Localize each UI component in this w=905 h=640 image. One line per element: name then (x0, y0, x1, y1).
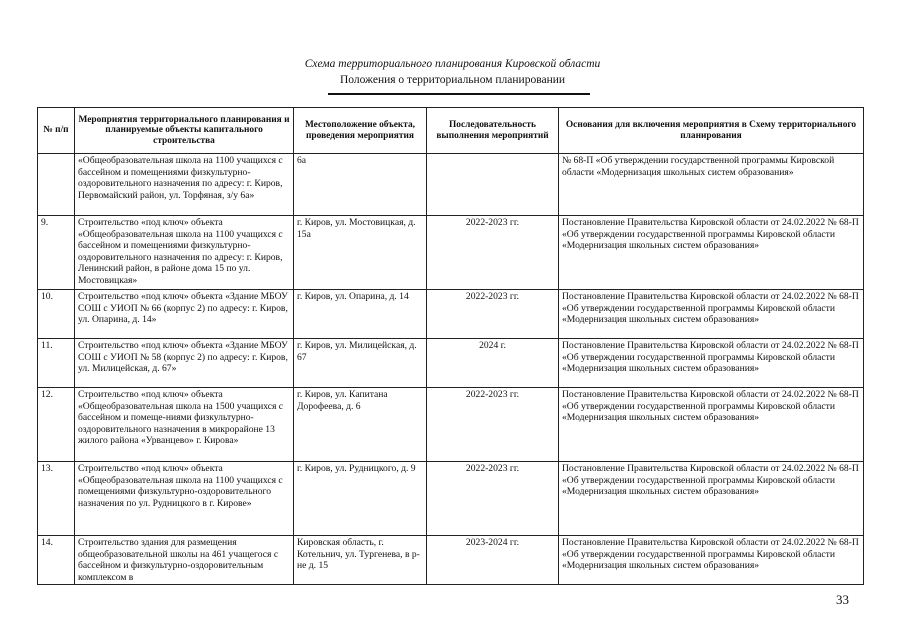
cell-sequence: 2023-2024 гг. (427, 536, 559, 585)
cell-basis: Постановление Правительства Кировской области от 24.02.2022 № 68-П «Об утверждении государственной программы Кировской области «Модернизация школьных систем образования» (559, 339, 864, 388)
cell-number: 12. (38, 388, 75, 462)
column-header-activity: Мероприятия территориального планирования и планируемые объекты капитального строительства (75, 108, 294, 154)
table-header-row (38, 108, 864, 154)
table-row (38, 462, 864, 536)
cell-activity: «Общеобразовательная школа на 1100 учащихся с бассейном и помещениями физкультурно-оздоровительного назначения по адресу: г. Киров, Первомайский район, ул. Торфяная, з/у 6а» (75, 154, 294, 216)
cell-basis: Постановление Правительства Кировской области от 24.02.2022 № 68-П «Об утверждении государственной программы Кировской области «Модернизация школьных систем образования» (559, 536, 864, 585)
header-rule (328, 93, 590, 95)
cell-location: г. Киров, ул. Капитана Дорофеева, д. 6 (294, 388, 427, 462)
cell-activity: Строительство «под ключ» объекта «Здание МБОУ СОШ с УИОП № 58 (корпус 2) по адресу: г. Киров, ул. Милицейская, д. 67» (75, 339, 294, 388)
cell-basis: Постановление Правительства Кировской области от 24.02.2022 № 68-П «Об утверждении государственной программы Кировской области «Модернизация школьных систем образования» (559, 462, 864, 536)
cell-sequence: 2022-2023 гг. (427, 290, 559, 339)
page-number: 33 (836, 592, 849, 607)
column-header-sequence: Последовательность выполнения мероприятий (427, 108, 559, 154)
table-row (38, 216, 864, 290)
cell-basis: № 68-П «Об утверждении государственной программы Кировской области «Модернизация школьных систем образования» (559, 154, 864, 216)
cell-basis: Постановление Правительства Кировской области от 24.02.2022 № 68-П «Об утверждении государственной программы Кировской области «Модернизация школьных систем образования» (559, 216, 864, 290)
cell-number (38, 154, 75, 216)
table-row (38, 388, 864, 462)
cell-location: Кировская область, г. Котельнич, ул. Тургенева, в р-не д. 15 (294, 536, 427, 585)
document-subtitle: Положения о территориальном планировании (339, 74, 566, 86)
cell-activity: Строительство «под ключ» объекта «Общеобразовательная школа на 1500 учащихся с бассейном и помеще-ниями физкультурно-оздоровительного назначения в микрорайоне 13 жилого района «Урванцево» г. Кирова» (75, 388, 294, 462)
cell-location: г. Киров, ул. Мостовицкая, д. 15а (294, 216, 427, 290)
planning-table (37, 107, 864, 585)
cell-sequence: 2022-2023 гг. (427, 388, 559, 462)
cell-location: 6а (294, 154, 427, 216)
cell-basis: Постановление Правительства Кировской области от 24.02.2022 № 68-П «Об утверждении государственной программы Кировской области «Модернизация школьных систем образования» (559, 290, 864, 339)
cell-sequence: 2024 г. (427, 339, 559, 388)
column-header-location: Местоположение объекта, проведения мероприятия (294, 108, 427, 154)
cell-number: 14. (38, 536, 75, 585)
cell-activity: Строительство здания для размещения общеобразовательной школы на 461 учащегося с бассейном и физкультурно-оздоровительным комплексом в (75, 536, 294, 585)
column-header-basis: Основания для включения мероприятия в Схему территориального планирования (559, 108, 864, 154)
cell-location: г. Киров, ул. Рудницкого, д. 9 (294, 462, 427, 536)
cell-number: 11. (38, 339, 75, 388)
table-row (38, 154, 864, 216)
cell-activity: Строительство «под ключ» объекта «Общеобразовательная школа на 1100 учащихся с помещениями физкультурно-оздоровительного назначения по ул. Рудницкого в г. Кирове» (75, 462, 294, 536)
cell-number: 13. (38, 462, 75, 536)
cell-location: г. Киров, ул. Милицейская, д. 67 (294, 339, 427, 388)
document-title: Схема территориального планирования Кировской области (304, 58, 601, 70)
cell-sequence: 2022-2023 гг. (427, 462, 559, 536)
cell-activity: Строительство «под ключ» объекта «Общеобразовательная школа на 1100 учащихся с бассейном и помещениями физкультурно-оздоровительного назначения по адресу: г. Киров, Ленинский район, в районе дома 15 по ул. Мостовицкая» (75, 216, 294, 290)
table-row (38, 290, 864, 339)
cell-number: 9. (38, 216, 75, 290)
cell-basis: Постановление Правительства Кировской области от 24.02.2022 № 68-П «Об утверждении государственной программы Кировской области «Модернизация школьных систем образования» (559, 388, 864, 462)
column-header-number: № п/п (38, 108, 75, 154)
cell-activity: Строительство «под ключ» объекта «Здание МБОУ СОШ с УИОП № 66 (корпус 2) по адресу: г. Киров, ул. Опарина, д. 14» (75, 290, 294, 339)
table-row (38, 339, 864, 388)
cell-location: г. Киров, ул. Опарина, д. 14 (294, 290, 427, 339)
cell-sequence: 2022-2023 гг. (427, 216, 559, 290)
table-row (38, 536, 864, 585)
cell-sequence (427, 154, 559, 216)
cell-number: 10. (38, 290, 75, 339)
